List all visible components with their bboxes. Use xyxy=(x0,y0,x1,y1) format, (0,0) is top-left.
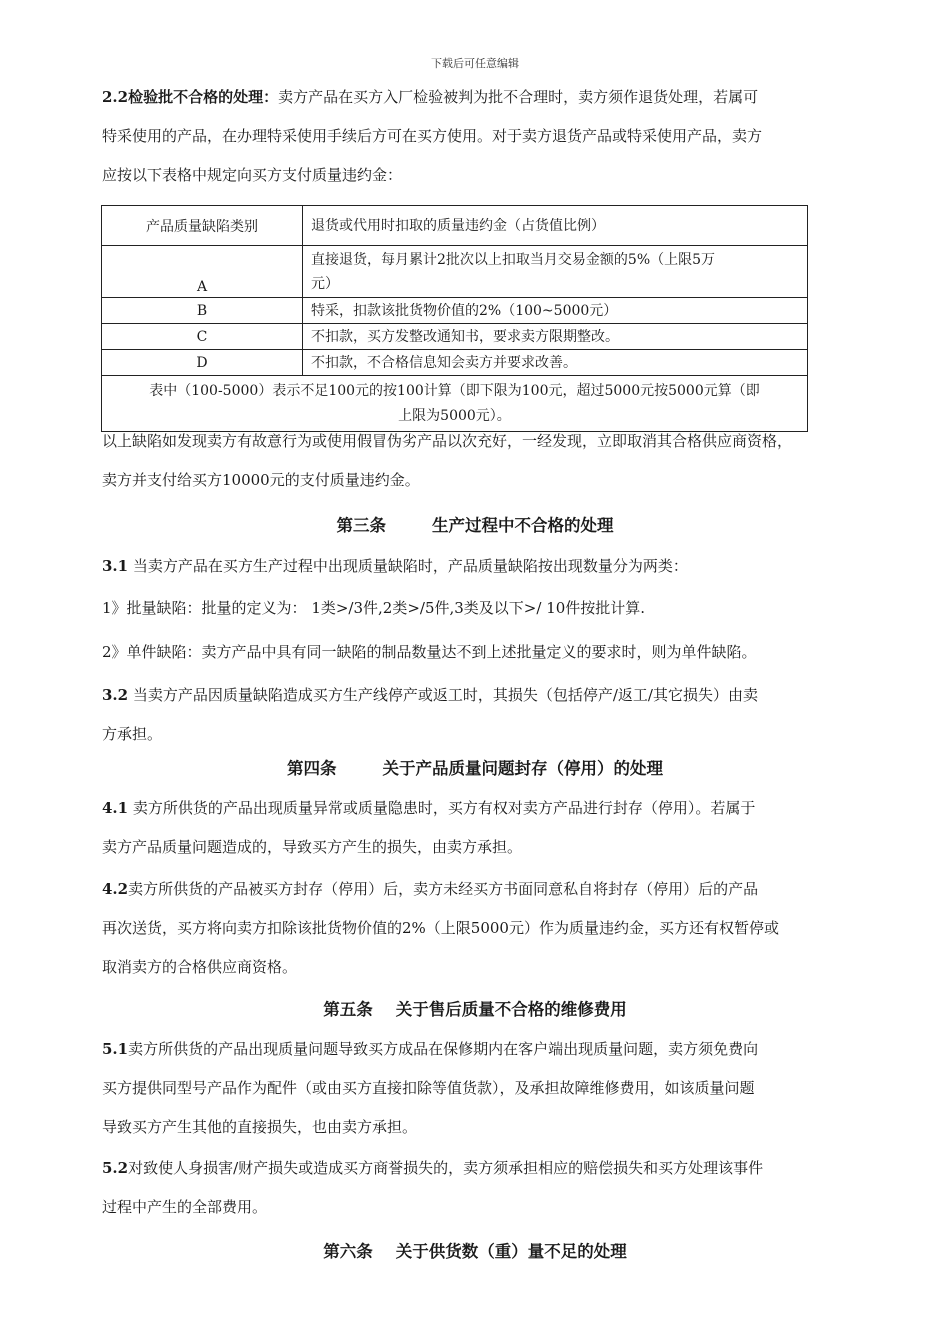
table-cell-penalty-line2: 元） xyxy=(311,275,339,292)
section-2-2-line2: 特采使用的产品，在办理特采使用手续后方可在买方使用。对于卖方退货产品或特采使用产品，卖方 xyxy=(102,127,763,145)
article-3-p4-line2: 方承担。 xyxy=(102,725,163,743)
section-2-2-line1: 卖方产品在买方入厂检验被判为批不合理时，卖方须作退货处理，若属可 xyxy=(278,88,759,106)
article-3-p3: 2》单件缺陷：卖方产品中具有同一缺陷的制品数量达不到上述批量定义的要求时，则为单件缺陷。 xyxy=(102,643,757,661)
table-header-penalty: 退货或代用时扣取的质量违约金（占货值比例） xyxy=(303,206,808,246)
article-4-p1 xyxy=(102,789,847,867)
table-row xyxy=(102,246,808,298)
article-4-p2 xyxy=(102,870,847,987)
article-5-p2 xyxy=(102,1149,847,1227)
after-table-paragraph xyxy=(102,422,847,500)
article-4-p2-label: 4.2 xyxy=(102,880,129,898)
article-6-heading: 第六条 关于供货数（重）量不足的处理 xyxy=(323,1242,627,1261)
article-4-p2-line2: 再次送货，买方将向卖方扣除该批货物价值的2%（上限5000元）作为质量违约金，买方还有权暂停或 xyxy=(102,919,779,937)
section-2-2-line3: 应按以下表格中规定向买方支付质量违约金： xyxy=(102,166,403,184)
table-cell-penalty: 不扣款，买方发整改通知书，要求卖方限期整改。 xyxy=(303,324,808,350)
table-cell-penalty: 特采，扣款该批货物价值的2%（100~5000元） xyxy=(303,298,808,324)
table-cell-penalty xyxy=(303,246,808,298)
table-cell-category: A xyxy=(102,246,303,298)
article-3-heading: 第三条 生产过程中不合格的处理 xyxy=(336,516,614,535)
table-cell-penalty: 不扣款，不合格信息知会卖方并要求改善。 xyxy=(303,350,808,376)
article-5-p1 xyxy=(102,1030,847,1147)
after-table-line1: 以上缺陷如发现卖方有故意行为或使用假冒伪劣产品以次充好，一经发现，立即取消其合格供应商资格， xyxy=(102,432,793,450)
after-table-line2: 卖方并支付给买方10000元的支付质量违约金。 xyxy=(102,471,420,489)
article-3-p2: 1》批量缺陷：批量的定义为： 1类>/3件,2类>/5件,3类及以下>/ 10件按批计算. xyxy=(102,599,646,617)
article-5-p2-line2: 过程中产生的全部费用。 xyxy=(102,1198,268,1216)
page-header: 下载后可任意编辑 xyxy=(431,57,519,70)
article-4-p1-line2: 卖方产品质量问题造成的，导致买方产生的损失，由卖方承担。 xyxy=(102,838,523,856)
table-row xyxy=(102,324,808,350)
article-3-p1-label: 3.1 xyxy=(102,557,129,575)
article-5-heading: 第五条 关于售后质量不合格的维修费用 xyxy=(323,1000,627,1019)
article-4-p2-line3: 取消卖方的合格供应商资格。 xyxy=(102,958,298,976)
table-cell-category: C xyxy=(102,324,303,350)
article-3-p4 xyxy=(102,676,847,754)
table-cell-category: B xyxy=(102,298,303,324)
table-note-line2: 上限为5000元）。 xyxy=(398,407,511,424)
table-row xyxy=(102,350,808,376)
article-5-p1-line1: 卖方所供货的产品出现质量问题导致买方成品在保修期内在客户端出现质量问题，卖方须免费向 xyxy=(128,1040,759,1058)
table-note-line1: 表中（100-5000）表示不足100元的按100计算（即下限为100元，超过5000元按5000元算（即 xyxy=(149,382,760,399)
table-header-category: 产品质量缺陷类别 xyxy=(102,206,303,246)
table-row xyxy=(102,298,808,324)
article-3-p1-text: 当卖方产品在买方生产过程中出现质量缺陷时，产品质量缺陷按出现数量分为两类： xyxy=(128,557,688,575)
article-5-p1-line2: 买方提供同型号产品作为配件（或由买方直接扣除等值货款），及承担故障维修费用，如该质量问题 xyxy=(102,1079,755,1097)
article-4-p2-line1: 卖方所供货的产品被买方封存（停用）后，卖方未经买方书面同意私自将封存（停用）后的产品 xyxy=(128,880,759,898)
penalty-table xyxy=(101,205,808,432)
article-5-p2-label: 5.2 xyxy=(102,1159,129,1177)
article-4-p1-line1: 卖方所供货的产品出现质量异常或质量隐患时，买方有权对卖方产品进行封存（停用）。若属于 xyxy=(128,799,756,817)
article-3-p1 xyxy=(102,547,847,586)
article-4-heading: 第四条 关于产品质量问题封存（停用）的处理 xyxy=(287,759,663,778)
article-4-p1-label: 4.1 xyxy=(102,799,129,817)
table-cell-penalty-line1: 直接退货，每月累计2批次以上扣取当月交易金额的5%（上限5万 xyxy=(311,251,716,268)
section-2-2-label: 2.2检验批不合格的处理： xyxy=(102,88,279,106)
article-3-p4-line1: 当卖方产品因质量缺陷造成买方生产线停产或返工时，其损失（包括停产/返工/其它损失）由卖 xyxy=(128,686,758,704)
table-header-row xyxy=(102,206,808,246)
article-5-p2-line1: 对致使人身损害/财产损失或造成买方商誉损失的，卖方须承担相应的赔偿损失和买方处理该事件 xyxy=(128,1159,764,1177)
article-3-p4-label: 3.2 xyxy=(102,686,129,704)
table-cell-category: D xyxy=(102,350,303,376)
section-2-2-paragraph xyxy=(102,78,847,195)
article-5-p1-line3: 导致买方产生其他的直接损失，也由卖方承担。 xyxy=(102,1118,418,1136)
article-5-p1-label: 5.1 xyxy=(102,1040,129,1058)
